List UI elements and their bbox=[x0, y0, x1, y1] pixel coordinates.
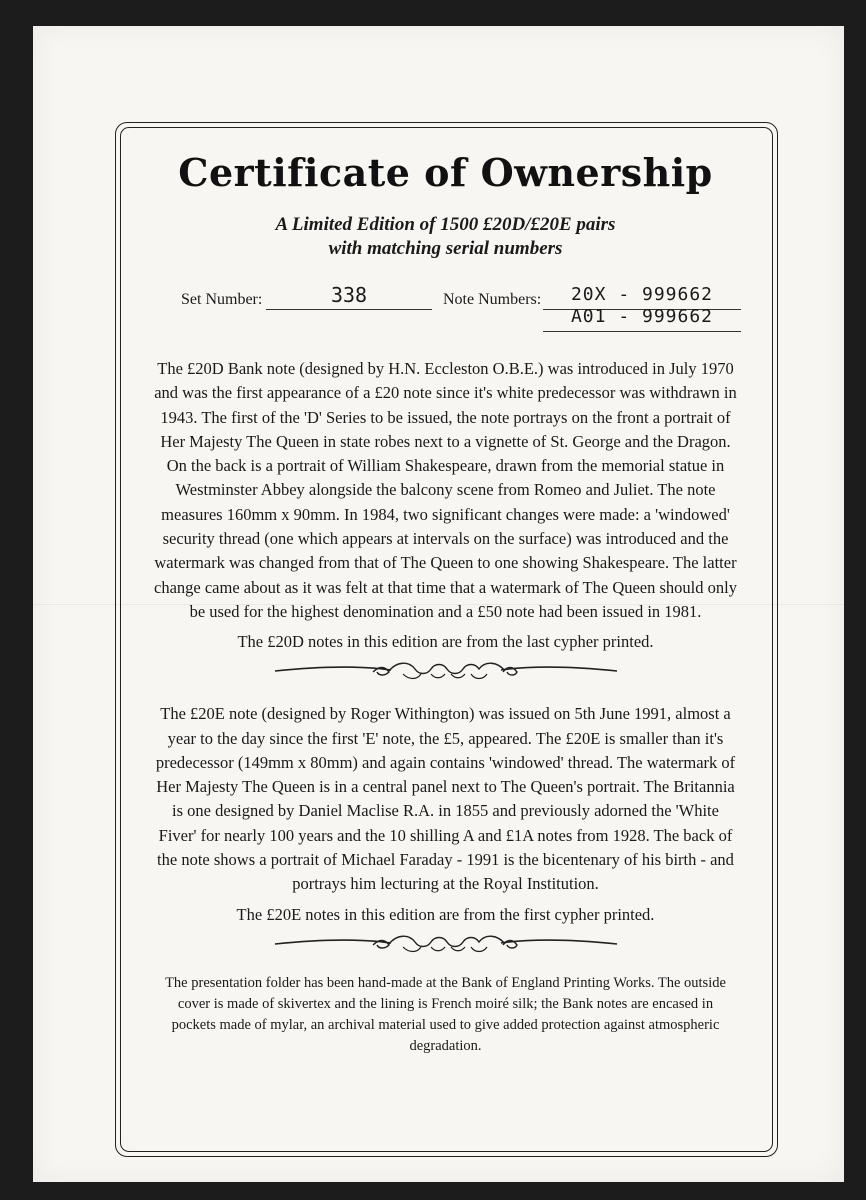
certificate-title: Certificate of Ownership bbox=[178, 150, 713, 195]
note-20d-cypher: The £20D notes in this edition are from the last cypher printed. bbox=[237, 632, 654, 652]
ornamental-divider-1 bbox=[273, 660, 619, 682]
note-number-1: 20X - 999662 bbox=[570, 284, 714, 305]
serial-numbers-row bbox=[128, 275, 763, 327]
note-numbers-label: Note Numbers: bbox=[443, 291, 542, 308]
note-number-2-underline bbox=[543, 331, 741, 332]
certificate-content bbox=[128, 138, 763, 1057]
set-number-value: 338 bbox=[330, 283, 368, 307]
certificate-subtitle bbox=[128, 213, 763, 261]
ornamental-divider-2 bbox=[273, 933, 619, 955]
certificate-sheet bbox=[33, 26, 844, 1182]
set-number-label: Set Number: bbox=[181, 291, 263, 308]
paragraph-20e: The £20E note (designed by Roger Withington) was issued on 5th June 1991, almost a year to the day since the first 'E' note, the £5, appeared. The £20E is smaller than it's predecessor (149mm x 80mm) and again contains 'windowed' thread. The watermark of Her Majesty The Queen is in a central panel next to The Queen's portrait. The Britannia is one designed by Daniel Maclise R.A. in 1855 and previously adorned the 'White Fiver' for nearly 100 years and the 10 shilling A and £1A notes from 1928. The back of the note shows a portrait of Michael Faraday - 1991 is the bicentenary of his birth - and portrays him lecturing at the Royal Institution. bbox=[155, 704, 736, 894]
paragraph-20d: The £20D Bank note (designed by H.N. Eccleston O.B.E.) was introduced in July 1970 and was the first appearance of a £20 note since it's white predecessor was withdrawn in 1943. The first of the 'D' Series to be issued, the note portrays on the front a portrait of Her Majesty The Queen in state robes next to a vignette of St. George and the Dragon. On the back is a portrait of William Shakespeare, drawn from the memorial statue in Westminster Abbey alongside the balcony scene from Romeo and Juliet. The note measures 160mm x 90mm. In 1984, two significant changes were made: a 'windowed' security thread (one which appears at intervals on the surface) was introduced and the watermark was changed from that of The Queen to one showing Shakespeare. The latter change came about as it was felt at that time that a watermark of The Queen should only be used for the highest denomination and a £50 note had been issued in 1981. bbox=[154, 359, 737, 621]
subtitle-line-1: A Limited Edition of 1500 £20D/£20E pairs bbox=[275, 214, 616, 235]
note-number-2: A01 - 999662 bbox=[570, 306, 714, 327]
paragraph-presentation-folder: The presentation folder has been hand-made at the Bank of England Printing Works. The outside cover is made of skivertex and the lining is French moiré silk; the Bank notes are encased in pockets made of mylar, an archival material used to give added protection against atmospheric degradation. bbox=[165, 974, 726, 1054]
note-20e-cypher: The £20E notes in this edition are from the first cypher printed. bbox=[236, 904, 655, 924]
subtitle-line-2: with matching serial numbers bbox=[328, 238, 563, 259]
set-number-underline bbox=[266, 309, 432, 310]
